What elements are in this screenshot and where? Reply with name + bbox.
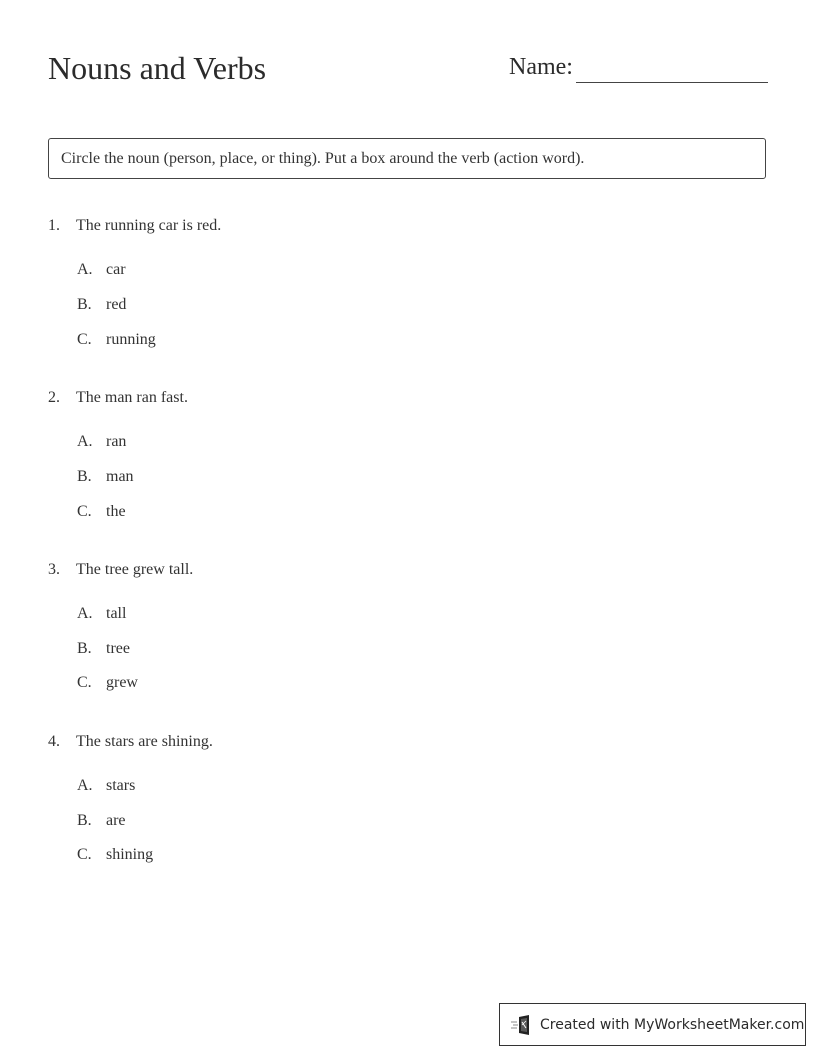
question-text: The stars are shining. [76,733,213,750]
choice-text: stars [106,777,136,794]
name-label: Name: [509,54,573,80]
choice-text: shining [106,846,154,863]
question-text: The man ran fast. [76,389,188,406]
instructions-box: Circle the noun (person, place, or thing). Put a box around the verb (action word). [48,138,766,179]
choice-text: tree [106,640,130,657]
question-number: 2. [48,389,60,406]
choice-letter: B. [77,640,92,657]
choice-text: red [106,296,127,313]
created-with-badge[interactable] [499,1003,806,1046]
choice-text: are [106,812,126,829]
footer-text: Created with MyWorksheetMaker.com [540,1016,805,1033]
question-number: 4. [48,733,60,750]
choice-text: tall [106,605,127,622]
choice-letter: B. [77,296,92,313]
choice-letter: C. [77,674,92,691]
question-number: 3. [48,561,60,578]
choice-letter: A. [77,261,93,278]
choice-letter: A. [77,777,93,794]
choice-text: running [106,331,156,348]
choice-letter: B. [77,812,92,829]
choice-letter: A. [77,605,93,622]
worksheet-maker-logo-icon [510,1014,534,1036]
choice-text: car [106,261,126,278]
question-text: The running car is red. [76,217,222,234]
choice-letter: C. [77,846,92,863]
name-blank-line[interactable] [576,82,768,83]
choice-text: grew [106,674,138,691]
question-text: The tree grew tall. [76,561,194,578]
choice-letter: A. [77,433,93,450]
choice-letter: C. [77,503,92,520]
worksheet-title: Nouns and Verbs [48,50,267,86]
choice-text: the [106,503,126,520]
question-number: 1. [48,217,60,234]
choice-text: man [106,468,134,485]
choice-text: ran [106,433,127,450]
choice-letter: C. [77,331,92,348]
choice-letter: B. [77,468,92,485]
